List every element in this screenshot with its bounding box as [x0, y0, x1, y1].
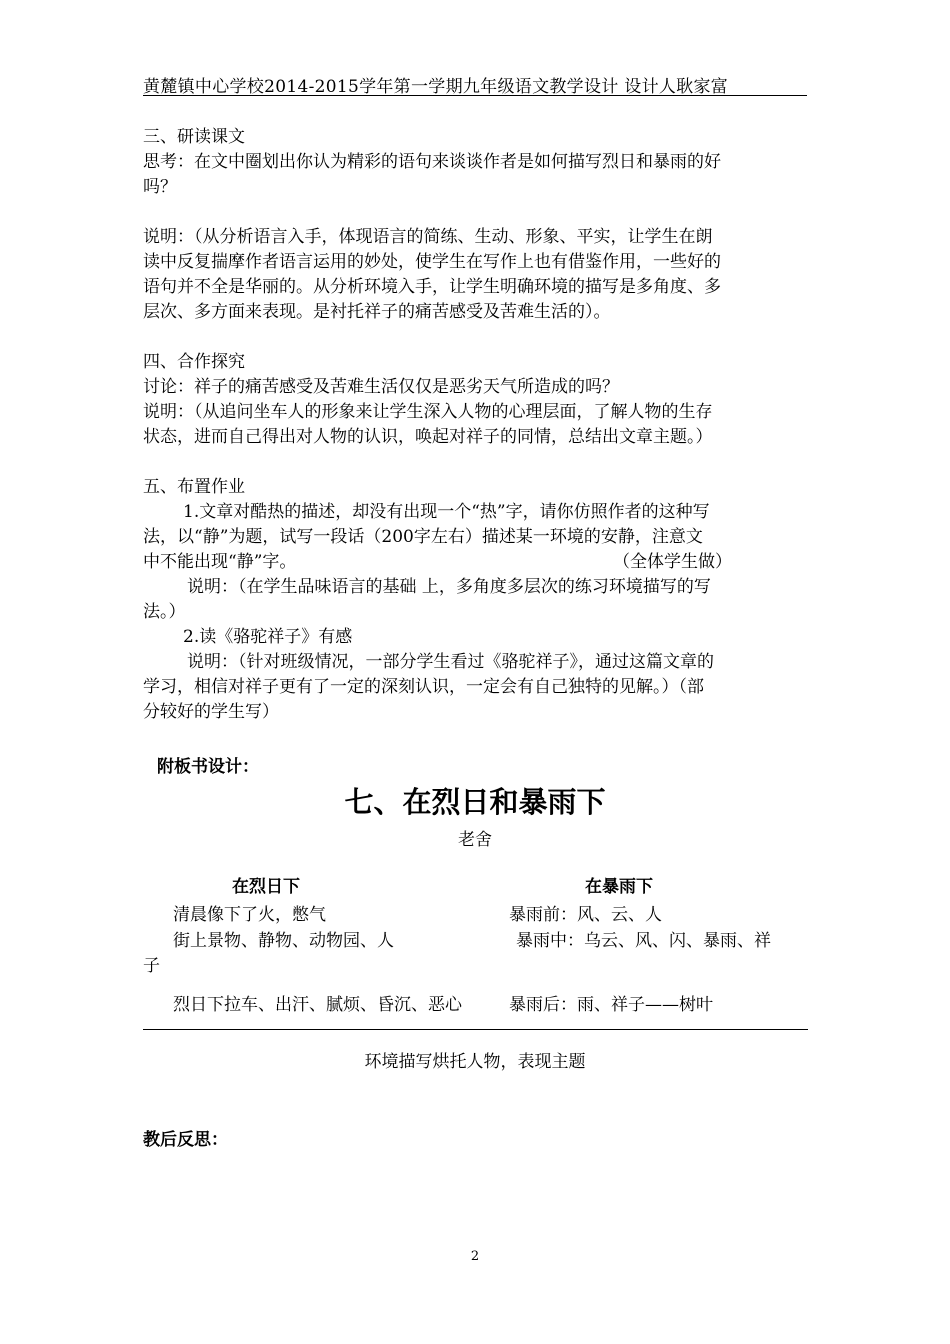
homework1-line2: 法，以“静”为题，试写一段话（200字左右）描述某一环境的安静，注意文 — [143, 527, 703, 547]
board-left-row2: 街上景物、静物、动物园、人 — [173, 931, 394, 951]
board-right-row1: 暴雨前：风、云、人 — [509, 905, 662, 925]
section3-note-line: 层次、多方面来表现。是衬托祥子的痛苦感受及苦难生活的）。 — [143, 302, 611, 322]
board-design-label: 附板书设计： — [157, 757, 259, 777]
header-rule — [143, 95, 807, 96]
section5-title: 五、布置作业 — [143, 477, 245, 497]
homework1-line3 — [143, 550, 807, 575]
reflection-label: 教后反思： — [143, 1130, 228, 1150]
page-header: 黄麓镇中心学校2014-2015学年第一学期九年级语文教学设计 设计人耿家富 — [143, 77, 729, 97]
homework1-target: （全体学生做） — [613, 552, 732, 572]
section3-title: 三、研读课文 — [143, 127, 245, 147]
homework2-note-line2: 学习，相信对祥子更有了一定的深刻认识，一定会有自己独特的见解。）（部 — [143, 677, 704, 697]
section4-note-line2: 状态，进而自己得出对人物的认识，唤起对祥子的同情，总结出文章主题。） — [143, 427, 713, 447]
section4-discussion: 讨论：祥子的痛苦感受及苦难生活仅仅是恶劣天气所造成的吗？ — [143, 377, 619, 397]
section3-note-line: 语句并不全是华丽的。从分析环境入手，让学生明确环境的描写是多角度、多 — [143, 277, 721, 297]
section3-question-line2: 吗？ — [143, 177, 177, 197]
board-right-row2: 暴雨中：乌云、风、闪、暴雨、祥 — [516, 931, 771, 951]
section3-note-line: 说明：（从分析语言入手，体现语言的简练、生动、形象、平实，让学生在朗 — [143, 227, 713, 247]
board-theme: 环境描写烘托人物，表现主题 — [364, 1052, 586, 1072]
lesson-body — [143, 125, 807, 725]
homework1-line3-text: 中不能出现“静”字。 — [143, 552, 297, 572]
board-right-row2-wrap: 子 — [143, 956, 160, 976]
homework2-title: 2.读《骆驼祥子》有感 — [183, 627, 353, 647]
section3-question-line1: 思考：在文中圈划出你认为精彩的语句来谈谈作者是如何描写烈日和暴雨的好 — [143, 152, 721, 172]
board-right-row3: 暴雨后：雨、祥子——树叶 — [509, 995, 713, 1015]
homework1-line1: 1.文章对酷热的描述，却没有出现一个“热”字，请你仿照作者的这种写 — [183, 502, 710, 522]
column-head-sun: 在烈日下 — [232, 877, 300, 897]
homework1-note-line2: 法。） — [143, 602, 186, 622]
section3-note-line: 读中反复揣摩作者语言运用的妙处，使学生在写作上也有借鉴作用，一些好的 — [143, 252, 721, 272]
homework1-note-line1: 说明：（在学生品味语言的基础 上，多角度多层次的练习环境描写的写 — [187, 577, 711, 597]
section4-note-line1: 说明：（从追问坐车人的形象来让学生深入人物的心理层面，了解人物的生存 — [143, 402, 713, 422]
page-number: 2 — [470, 1249, 480, 1264]
board-divider — [143, 1029, 808, 1030]
board-title: 七、在烈日和暴雨下 — [344, 785, 606, 819]
homework2-note-line3: 分较好的学生写） — [143, 702, 279, 722]
homework2-note-line1: 说明：（针对班级情况，一部分学生看过《骆驼祥子》，通过这篇文章的 — [187, 652, 714, 672]
column-head-rain: 在暴雨下 — [585, 877, 653, 897]
board-left-row1: 清晨像下了火，憋气 — [173, 905, 326, 925]
section4-title: 四、合作探究 — [143, 352, 245, 372]
board-author: 老舍 — [458, 830, 492, 850]
board-left-row3: 烈日下拉车、出汗、腻烦、昏沉、恶心 — [173, 995, 462, 1015]
